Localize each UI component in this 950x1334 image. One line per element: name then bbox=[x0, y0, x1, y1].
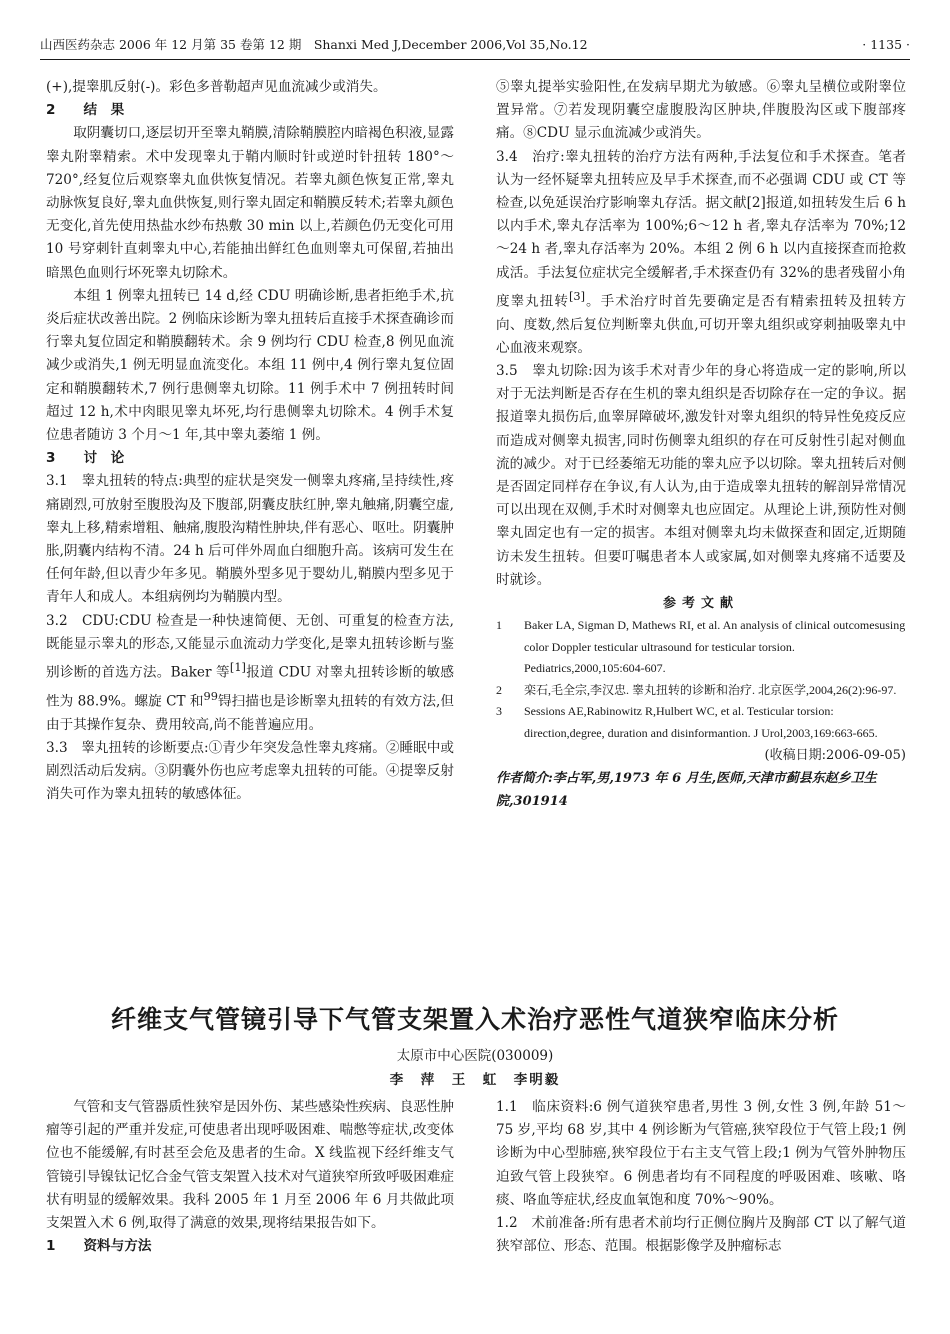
section-number: 2 bbox=[46, 102, 56, 119]
section-number: 1 bbox=[46, 1238, 56, 1255]
section-title: 结 果 bbox=[83, 102, 125, 119]
paragraph: 取阴囊切口,逐层切开至睾丸鞘膜,清除鞘膜腔内暗褐色积液,显露睾丸附睾精索。术中发现睾丸于鞘内顺时针或逆时针扭转 180°～720°,经复位后观察睾丸血供恢复情况。若睾丸颜色恢复正常,睾丸动脉恢复良好,睾丸血供恢复,则行睾丸固定和鞘膜反转术;若睾丸颜色无变化,首先使用热盐水纱布热敷 30 min 以上,若颜色仍无变化可用 10 号穿刺针直刺睾丸中心,若能抽出鲜红色血则睾丸可保留,若抽出暗黑色血则行坏死睾丸切除术。 bbox=[46, 125, 454, 281]
paragraph: 3.1 睾丸扭转的特点:典型的症状是突发一侧睾丸疼痛,呈持续性,疼痛剧烈,可放射至腹股沟及下腹部,阴囊皮肤红肿,睾丸触痛,阴囊空虚,睾丸上移,精索增粗、触痛,腹股沟精性肿块,伴有恶心、呕吐。阴囊肿胀,阴囊内结构不清。24 h 后可伴外周血白细胞升高。该病可发生在任何年龄,但以青少年多见。鞘膜外型多见于婴幼儿,鞘膜内型多见于青年人和成人。本组病例均为鞘膜内型。 bbox=[46, 473, 454, 606]
paragraph: ⑤睾丸提举实验阳性,在发病早期尤为敏感。⑥睾丸呈横位或附睾位置异常。⑦若发现阴囊空虚腹股沟区肿块,伴腹股沟区或下腹部疼痛。⑧CDU 显示血流减少或消失。 bbox=[496, 79, 906, 142]
reference-number: 1 bbox=[496, 618, 502, 633]
reference-number: 3 bbox=[496, 704, 502, 719]
reference-number: 2 bbox=[496, 682, 502, 697]
paragraph: 1.1 临床资料:6 例气道狭窄患者,男性 3 例,女性 3 例,年龄 51～75 岁,平均 68 岁,其中 4 例诊断为气管癌,狭窄段位于气管上段;1 例诊断为中心型肺癌,狭窄段位于右主支气管上段;1 例为气管外肿物压迫致气管上段狭窄。6 例患者均有不同程度的呼吸困难、咳嗽、咯痰、咯血等症状,经皮血氧饱和度 70%～90%。 bbox=[496, 1099, 906, 1208]
reference-text: Baker LA, Sigman D, Mathews RI, et al. An analysis of clinical outcomesusing color Doppler testicular ultrasound for testicular torsion. Pediatrics,2000,105:604-607. bbox=[524, 618, 906, 676]
text-run: 3.4 治疗:睾丸扭转的治疗方法有两种,手法复位和手术探查。笔者认为一经怀疑睾丸扭转应及早手术探查,而不必强调 CDU 或 CT 等检查,以免延误治疗影响睾丸存活。据文献[2]报道,如扭转发生后 6 h 以内手术,睾丸存活率为 100%;6～12 h 者,睾丸存活率为 70%;12～24 h 者,睾丸存活率为 20%。本组 2 例 6 h 以内直接探查而抢救成活。手法复位症状完全缓解者,手术探查仍有 32%的患者残留小角度睾丸扭转 bbox=[496, 148, 906, 310]
references-heading: 参考文献 bbox=[662, 596, 739, 611]
reference-item bbox=[496, 680, 906, 702]
text-run: 报道 CDU 对睾丸扭转诊断的敏感性为 88.9%。螺旋 CT 和 bbox=[46, 664, 454, 710]
left-column bbox=[46, 76, 454, 806]
next-article-left-column bbox=[46, 1096, 454, 1258]
citation-superscript: [1] bbox=[229, 660, 246, 675]
paragraph: 3.5 睾丸切除:因为该手术对青少年的身心将造成一定的影响,所以对于无法判断是否存在生机的睾丸组织是否切除存在一定的争议。据报道睾丸损伤后,血睾屏障破坏,激发针对睾丸组织的特异性免疫反应而造成对侧睾丸损害,同时伤侧睾丸组织的存在可反射性引起对侧血流的减少。对于已经萎缩无功能的睾丸应予以切除。睾丸扭转后对侧是否固定同样存在争议,有人认为,由于造成睾丸扭转的解剖异常情况可以出现在双侧,手术时对侧睾丸也应固定。从理论上讲,预防性对侧睾丸固定也有一定的损害。本组对侧睾丸均未做探查和固定,近期随访未发生扭转。但要叮嘱患者本人或家属,如对侧睾丸疼痛不适要及时就诊。 bbox=[496, 362, 906, 588]
right-column bbox=[496, 76, 906, 813]
paragraph: 3.3 睾丸扭转的诊断要点:①青少年突发急性睾丸疼痛。②睡眠中或剧烈活动后发病。③阴囊外伤也应考虑睾丸扭转的可能。④提睾反射消失可作为睾丸扭转的敏感体征。 bbox=[46, 739, 454, 803]
paragraph: 气管和支气管器质性狭窄是因外伤、某些感染性疾病、良恶性肿瘤等引起的严重并发症,可使患者出现呼吸困难、喘憋等症状,改变体位也不能缓解,有时甚至会危及患者的生命。X 线监视下经纤维支气管镜引导镍钛记忆合金气管支架置入技术对气道狭窄所致呼吸困难症状有明显的缓解效果。我科 2005 年 1 月至 2006 年 6 月共做此项支架置入术 6 例,取得了满意的效果,现将结果报告如下。 bbox=[46, 1099, 454, 1232]
reference-text: 栾石,毛全宗,李汉忠. 睾丸扭转的诊断和治疗. 北京医学,2004,26(2):96-97. bbox=[524, 682, 897, 697]
section-heading-results bbox=[46, 99, 454, 122]
paragraph: 本组 1 例睾丸扭转已 14 d,经 CDU 明确诊断,患者拒绝手术,抗炎后症状改善出院。2 例临床诊断为睾丸扭转后直接手术探查确诊而行睾丸复位固定和鞘膜翻转术。余 9 例均行 CDU 检查,8 例见血流减少或消失,1 例无明显血流变化。本组 11 例中,4 例行睾丸复位固定和鞘膜翻转术,7 例行患侧睾丸切除。11 例手术中 7 例扭转时间超过 12 h,术中肉眼见睾丸坏死,均行患侧睾丸切除术。4 例手术复位患者随访 3 个月～1 年,其中睾丸萎缩 1 例。 bbox=[46, 287, 454, 444]
paragraph: (+),提睾肌反射(-)。彩色多普勒超声见血流减少或消失。 bbox=[46, 79, 387, 95]
section-title: 资料与方法 bbox=[83, 1238, 152, 1255]
text-run: 锝扫描也是诊断睾丸扭转的有效方法,但由于其操作复杂、费用较高,尚不能普遍应用。 bbox=[46, 693, 454, 733]
received-date: (收稿日期:2006-09-05) bbox=[764, 748, 906, 764]
text-run: 3.2 CDU:CDU 检查是一种快速简便、无创、可重复的检查方法,既能显示睾丸的形态,又能显示血流动力学变化,是睾丸扭转诊断与鉴别诊断的首选方法。Baker 等 bbox=[46, 612, 454, 681]
section-heading-discussion bbox=[46, 447, 454, 470]
isotope-superscript: 99 bbox=[203, 688, 218, 703]
author-list: 李 萍 王 虹 李明毅 bbox=[389, 1072, 561, 1088]
next-article-right-column bbox=[496, 1096, 906, 1258]
paragraph bbox=[46, 610, 454, 737]
section-title: 讨 论 bbox=[83, 450, 125, 467]
citation-superscript: [3] bbox=[568, 288, 586, 303]
paragraph bbox=[496, 146, 906, 360]
article-title: 纤维支气管镜引导下气管支架置入术治疗恶性气道狭窄临床分析 bbox=[110, 1005, 839, 1034]
author-bio: 作者简介:李占军,男,1973 年 6 月生,医师,天津市蓟县东赵乡卫生院,301914 bbox=[496, 771, 877, 810]
section-heading-methods bbox=[46, 1235, 454, 1258]
journal-citation: 山西医药杂志 2006 年 12 月第 35 卷第 12 期 Shanxi Med J,December 2006,Vol 35,No.12 bbox=[40, 37, 588, 52]
reference-item bbox=[496, 701, 906, 744]
reference-item bbox=[496, 615, 906, 680]
affiliation: 太原市中心医院(030009) bbox=[396, 1048, 554, 1064]
page-number: · 1135 · bbox=[862, 37, 910, 52]
text-run: 。手术治疗时首先要确定是否有精索扭转及扭转方向、度数,然后复位判断睾丸供血,可切开睾丸组织或穿刺抽吸睾丸中心血液来观察。 bbox=[496, 293, 907, 356]
paragraph: 1.2 术前准备:所有患者术前均行正侧位胸片及胸部 CT 以了解气道狭窄部位、形态、范围。根据影像学及肿瘤标志 bbox=[496, 1215, 906, 1255]
section-number: 3 bbox=[46, 450, 56, 467]
running-header bbox=[40, 34, 910, 60]
reference-text: Sessions AE,Rabinowitz R,Hulbert WC, et al. Testicular torsion: direction,degree, duration and disinformantion. J Urol,2003,169:663-665. bbox=[524, 704, 878, 740]
